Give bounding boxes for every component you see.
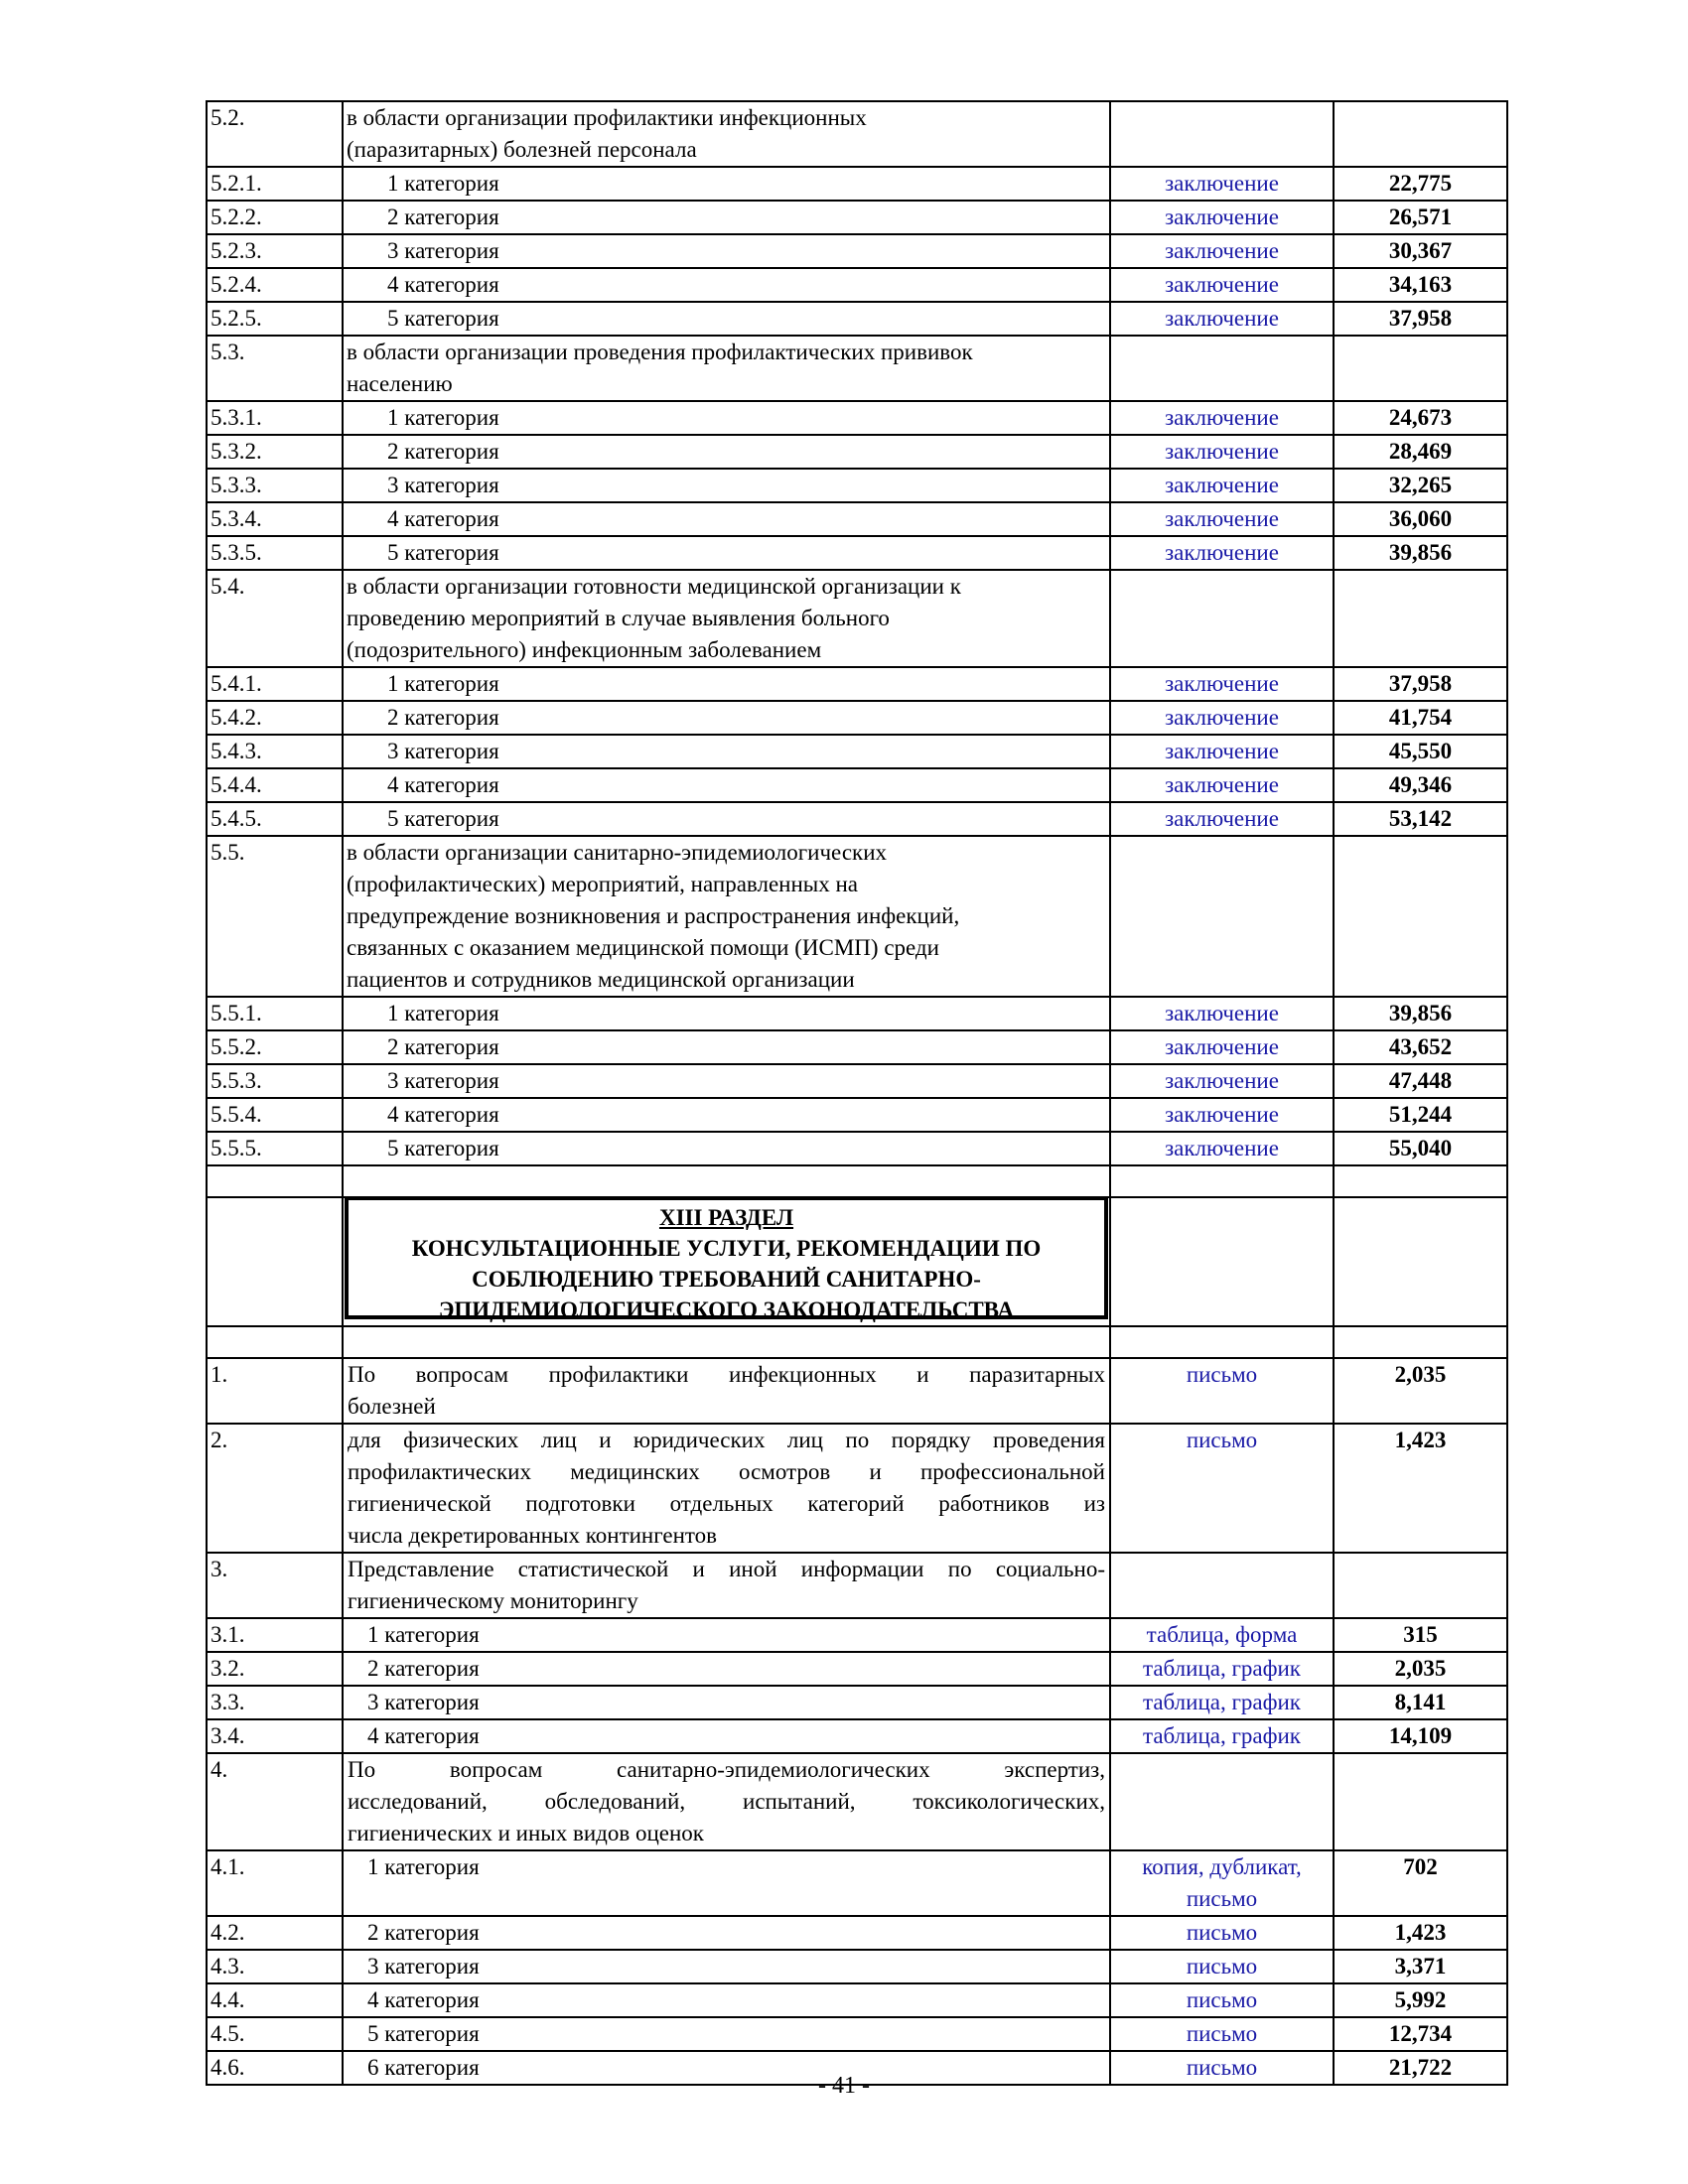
row-number: 5.3.3.: [207, 469, 343, 502]
price-value: 24,673: [1334, 401, 1507, 435]
result-document-type: заключение: [1110, 701, 1334, 735]
row-description: [343, 1983, 1110, 2017]
price-value: [1334, 1753, 1507, 1850]
price-value: 1,423: [1334, 1916, 1507, 1950]
row-description: [343, 101, 1110, 167]
table-row: [207, 1030, 1507, 1064]
description-line: гигиенической подготовки отдельных категорий работников из: [348, 1491, 1105, 1516]
row-description: [343, 1850, 1110, 1916]
row-number: 4.2.: [207, 1916, 343, 1950]
category-label: 1 категория: [367, 1622, 480, 1647]
description-line: числа декретированных контингентов: [348, 1523, 717, 1548]
description-line: (профилактических) мероприятий, направленных на: [347, 872, 858, 896]
price-value: 3,371: [1334, 1950, 1507, 1983]
row-number: 5.5.: [207, 836, 343, 997]
price-value: [1334, 836, 1507, 997]
result-document-type: [1110, 570, 1334, 667]
row-number: 5.4.4.: [207, 768, 343, 802]
price-value: 12,734: [1334, 2017, 1507, 2051]
category-label: 5 категория: [387, 540, 499, 565]
row-description: [343, 234, 1110, 268]
section-header-block: [207, 1165, 1507, 1358]
description-line: гигиенических и иных видов оценок: [348, 1821, 704, 1845]
table-row: [207, 302, 1507, 336]
row-number: 4.1.: [207, 1850, 343, 1916]
row-number: 3.1.: [207, 1618, 343, 1652]
description-line: исследований, обследований, испытаний, токсикологических,: [348, 1789, 1105, 1814]
table-row: [207, 802, 1507, 836]
result-document-type: заключение: [1110, 401, 1334, 435]
row-description: [343, 201, 1110, 234]
table-row: [207, 735, 1507, 768]
price-value: 41,754: [1334, 701, 1507, 735]
category-label: 3 категория: [387, 739, 499, 763]
price-value: 39,856: [1334, 536, 1507, 570]
price-value: 45,550: [1334, 735, 1507, 768]
result-document-type: заключение: [1110, 435, 1334, 469]
result-document-type: заключение: [1110, 1064, 1334, 1098]
description-line: предупреждение возникновения и распространения инфекций,: [347, 903, 960, 928]
price-value: 34,163: [1334, 268, 1507, 302]
row-description: [343, 167, 1110, 201]
result-document-type: заключение: [1110, 234, 1334, 268]
category-label: 2 категория: [387, 205, 499, 229]
row-number: 5.4.3.: [207, 735, 343, 768]
row-number: 5.3.5.: [207, 536, 343, 570]
row-description: [343, 570, 1110, 667]
row-description: [343, 1358, 1110, 1424]
price-value: 21,722: [1334, 2051, 1507, 2085]
result-document-type: письмо: [1110, 2017, 1334, 2051]
category-label: 3 категория: [367, 1954, 480, 1979]
price-value: 37,958: [1334, 302, 1507, 336]
row-number: 4.: [207, 1753, 343, 1850]
category-label: 6 категория: [367, 2055, 480, 2080]
row-description: [343, 435, 1110, 469]
result-document-type: письмо: [1110, 1916, 1334, 1950]
result-document-type: таблица, график: [1110, 1652, 1334, 1686]
category-label: 3 категория: [387, 1068, 499, 1093]
price-value: 702: [1334, 1850, 1507, 1916]
table-row: [207, 2017, 1507, 2051]
result-document-type: заключение: [1110, 201, 1334, 234]
table-row: [207, 1098, 1507, 1132]
table-row: [207, 1983, 1507, 2017]
price-value: 39,856: [1334, 997, 1507, 1030]
tariff-table-body-part-a: [207, 101, 1507, 1165]
row-description: [343, 1719, 1110, 1753]
row-number: 5.3.2.: [207, 435, 343, 469]
table-row: [207, 570, 1507, 667]
result-document-type: письмо: [1110, 2051, 1334, 2085]
category-label: 5 категория: [367, 2021, 480, 2046]
row-number: 2.: [207, 1424, 343, 1553]
price-value: 2,035: [1334, 1652, 1507, 1686]
category-label: 3 категория: [367, 1690, 480, 1714]
description-line: для физических лиц и юридических лиц по порядку проведения: [348, 1428, 1105, 1452]
row-number: 5.4.: [207, 570, 343, 667]
table-row: [207, 701, 1507, 735]
category-label: 4 категория: [367, 1723, 480, 1748]
result-document-type: заключение: [1110, 735, 1334, 768]
spacer-row: [207, 1165, 1507, 1197]
description-line: в области организации проведения профилактических прививок: [347, 340, 973, 364]
row-description: [343, 1064, 1110, 1098]
tariff-table-body-part-b: [207, 1358, 1507, 2085]
table-row: [207, 667, 1507, 701]
price-value: [1334, 1553, 1507, 1618]
price-value: 26,571: [1334, 201, 1507, 234]
result-document-type: письмо: [1110, 1950, 1334, 1983]
price-value: 8,141: [1334, 1686, 1507, 1719]
category-label: 3 категория: [387, 473, 499, 497]
row-number: 5.2.2.: [207, 201, 343, 234]
section-subtitle-line-2: СОБЛЮДЕНИЮ ТРЕБОВАНИЙ САНИТАРНО-: [472, 1267, 981, 1292]
row-description: [343, 836, 1110, 997]
result-document-type: [1110, 1850, 1334, 1916]
table-row: [207, 435, 1507, 469]
row-description: [343, 1916, 1110, 1950]
row-description: [343, 1686, 1110, 1719]
table-row: [207, 536, 1507, 570]
row-description: [343, 1553, 1110, 1618]
price-value: 43,652: [1334, 1030, 1507, 1064]
row-description: [343, 1950, 1110, 1983]
table-row: [207, 469, 1507, 502]
row-description: [343, 401, 1110, 435]
table-row: [207, 201, 1507, 234]
row-description: [343, 667, 1110, 701]
row-number: 3.2.: [207, 1652, 343, 1686]
row-description: [343, 502, 1110, 536]
price-value: [1334, 336, 1507, 401]
price-value: 53,142: [1334, 802, 1507, 836]
row-number: 5.2.1.: [207, 167, 343, 201]
table-row: [207, 1652, 1507, 1686]
result-document-type: [1110, 1553, 1334, 1618]
table-row: [207, 1753, 1507, 1850]
table-row: [207, 1719, 1507, 1753]
price-value: 2,035: [1334, 1358, 1507, 1424]
result-document-type: заключение: [1110, 469, 1334, 502]
section-heading-box: [345, 1197, 1108, 1322]
table-row: [207, 167, 1507, 201]
category-label: 2 категория: [387, 1034, 499, 1059]
row-description: [343, 336, 1110, 401]
result-document-type: письмо: [1110, 1358, 1334, 1424]
row-description: [343, 701, 1110, 735]
description-line: гигиеническому мониторингу: [348, 1588, 638, 1613]
table-row: [207, 768, 1507, 802]
price-value: 55,040: [1334, 1132, 1507, 1165]
row-number: 5.2.5.: [207, 302, 343, 336]
result-document-type: [1110, 1753, 1334, 1850]
result-document-type: заключение: [1110, 768, 1334, 802]
category-label: 4 категория: [387, 1102, 499, 1127]
description-line: проведению мероприятий в случае выявления больного: [347, 606, 890, 630]
description-line: в области организации готовности медицинской организации к: [347, 574, 961, 599]
row-description: [343, 268, 1110, 302]
result-document-type: заключение: [1110, 1030, 1334, 1064]
category-label: 1 категория: [387, 1001, 499, 1025]
price-value: 32,265: [1334, 469, 1507, 502]
result-document-type: заключение: [1110, 268, 1334, 302]
category-label: 4 категория: [387, 772, 499, 797]
row-number: 5.2.: [207, 101, 343, 167]
price-value: 49,346: [1334, 768, 1507, 802]
row-number: 5.5.1.: [207, 997, 343, 1030]
row-number: 5.5.3.: [207, 1064, 343, 1098]
table-row: [207, 1358, 1507, 1424]
row-number: 4.5.: [207, 2017, 343, 2051]
row-description: [343, 1753, 1110, 1850]
row-number: 5.4.1.: [207, 667, 343, 701]
result-document-type: заключение: [1110, 502, 1334, 536]
row-number: 1.: [207, 1358, 343, 1424]
table-row: [207, 836, 1507, 997]
row-number: 5.5.2.: [207, 1030, 343, 1064]
description-line: пациентов и сотрудников медицинской организации: [347, 967, 855, 992]
description-line: в области организации профилактики инфекционных: [347, 105, 867, 130]
row-description: [343, 1424, 1110, 1553]
result-document-type: заключение: [1110, 802, 1334, 836]
category-label: 1 категория: [387, 405, 499, 430]
result-document-type-line: копия, дубликат,: [1142, 1854, 1302, 1879]
row-number: 5.2.3.: [207, 234, 343, 268]
category-label: 3 категория: [387, 238, 499, 263]
table-row: [207, 401, 1507, 435]
table-row: [207, 997, 1507, 1030]
price-value: 47,448: [1334, 1064, 1507, 1098]
category-label: 4 категория: [387, 272, 499, 297]
row-number: 5.3.: [207, 336, 343, 401]
row-description: [343, 1652, 1110, 1686]
result-document-type: письмо: [1110, 1983, 1334, 2017]
table-row: [207, 1618, 1507, 1652]
row-number: 3.4.: [207, 1719, 343, 1753]
row-description: [343, 2017, 1110, 2051]
table-row: [207, 268, 1507, 302]
row-description: [343, 1618, 1110, 1652]
row-description: [343, 802, 1110, 836]
description-line: в области организации санитарно-эпидемиологических: [347, 840, 888, 865]
section-subtitle-line-3: ЭПИДЕМИОЛОГИЧЕСКОГО ЗАКОНОДАТЕЛЬСТВА: [438, 1297, 1015, 1322]
category-label: 5 категория: [387, 306, 499, 331]
result-document-type: заключение: [1110, 667, 1334, 701]
row-description: [343, 469, 1110, 502]
row-number: 5.5.4.: [207, 1098, 343, 1132]
description-line: населению: [347, 371, 453, 396]
price-value: 1,423: [1334, 1424, 1507, 1553]
table-row: [207, 101, 1507, 167]
table-row: [207, 1424, 1507, 1553]
row-number: 4.3.: [207, 1950, 343, 1983]
description-line: (подозрительного) инфекционным заболеванием: [347, 637, 822, 662]
result-document-type: заключение: [1110, 997, 1334, 1030]
result-document-type: [1110, 836, 1334, 997]
result-document-type: заключение: [1110, 302, 1334, 336]
description-line: Представление статистической и иной информации по социально-: [348, 1557, 1105, 1581]
row-description: [343, 1030, 1110, 1064]
description-line: По вопросам санитарно-эпидемиологических экспертиз,: [348, 1757, 1105, 1782]
description-line: (паразитарных) болезней персонала: [347, 137, 697, 162]
category-label: 4 категория: [387, 506, 499, 531]
row-number: 3.3.: [207, 1686, 343, 1719]
table-row: [207, 1132, 1507, 1165]
result-document-type: таблица, форма: [1110, 1618, 1334, 1652]
category-label: 2 категория: [367, 1920, 480, 1945]
result-document-type: [1110, 336, 1334, 401]
description-line: болезней: [348, 1394, 436, 1419]
result-document-type: заключение: [1110, 1132, 1334, 1165]
category-label: 2 категория: [367, 1656, 480, 1681]
result-document-type: заключение: [1110, 536, 1334, 570]
row-number: 5.5.5.: [207, 1132, 343, 1165]
row-number: 4.4.: [207, 1983, 343, 2017]
row-description: [343, 1098, 1110, 1132]
row-number: 3.: [207, 1553, 343, 1618]
price-value: [1334, 101, 1507, 167]
description-line: По вопросам профилактики инфекционных и паразитарных: [348, 1362, 1105, 1387]
description-line: профилактических медицинских осмотров и профессиональной: [348, 1459, 1105, 1484]
table-row: [207, 1850, 1507, 1916]
spacer-row: [207, 1326, 1507, 1358]
table-row: [207, 1686, 1507, 1719]
category-label: 2 категория: [387, 705, 499, 730]
row-number: 4.6.: [207, 2051, 343, 2085]
row-description: [343, 735, 1110, 768]
description-line: связанных с оказанием медицинской помощи (ИСМП) среди: [347, 935, 939, 960]
table-row: [207, 234, 1507, 268]
row-number: 5.3.4.: [207, 502, 343, 536]
page-number: - 41 -: [818, 2073, 870, 2099]
result-document-type: заключение: [1110, 167, 1334, 201]
table-row: [207, 1916, 1507, 1950]
row-description: [343, 1132, 1110, 1165]
category-label: 5 категория: [387, 1136, 499, 1160]
result-document-type: таблица, график: [1110, 1719, 1334, 1753]
row-number: 5.4.2.: [207, 701, 343, 735]
result-document-type-line: письмо: [1186, 1886, 1258, 1911]
table-row: [207, 336, 1507, 401]
category-label: 1 категория: [367, 1854, 480, 1879]
section-title: XIII РАЗДЕЛ: [658, 1205, 794, 1230]
row-description: [343, 536, 1110, 570]
row-description: [343, 768, 1110, 802]
category-label: 5 категория: [387, 806, 499, 831]
row-number: 5.4.5.: [207, 802, 343, 836]
price-value: 30,367: [1334, 234, 1507, 268]
tariff-table: [206, 100, 1508, 2086]
table-row: [207, 1950, 1507, 1983]
row-number: 5.3.1.: [207, 401, 343, 435]
category-label: 1 категория: [387, 171, 499, 196]
price-value: 37,958: [1334, 667, 1507, 701]
section-row: [207, 1197, 1507, 1326]
price-value: 51,244: [1334, 1098, 1507, 1132]
price-value: 28,469: [1334, 435, 1507, 469]
section-subtitle-line-1: КОНСУЛЬТАЦИОННЫЕ УСЛУГИ, РЕКОМЕНДАЦИИ ПО: [411, 1236, 1042, 1261]
price-value: 315: [1334, 1618, 1507, 1652]
table-row: [207, 1064, 1507, 1098]
price-value: [1334, 570, 1507, 667]
result-document-type: [1110, 101, 1334, 167]
section-heading-cell: [343, 1197, 1110, 1326]
row-description: [343, 997, 1110, 1030]
category-label: 4 категория: [367, 1987, 480, 2012]
result-document-type: таблица, график: [1110, 1686, 1334, 1719]
result-document-type: письмо: [1110, 1424, 1334, 1553]
result-document-type: заключение: [1110, 1098, 1334, 1132]
price-value: 14,109: [1334, 1719, 1507, 1753]
row-number: 5.2.4.: [207, 268, 343, 302]
table-row: [207, 1553, 1507, 1618]
category-label: 2 категория: [387, 439, 499, 464]
category-label: 1 категория: [387, 671, 499, 696]
row-description: [343, 302, 1110, 336]
price-value: 22,775: [1334, 167, 1507, 201]
table-row: [207, 502, 1507, 536]
price-value: 5,992: [1334, 1983, 1507, 2017]
price-value: 36,060: [1334, 502, 1507, 536]
